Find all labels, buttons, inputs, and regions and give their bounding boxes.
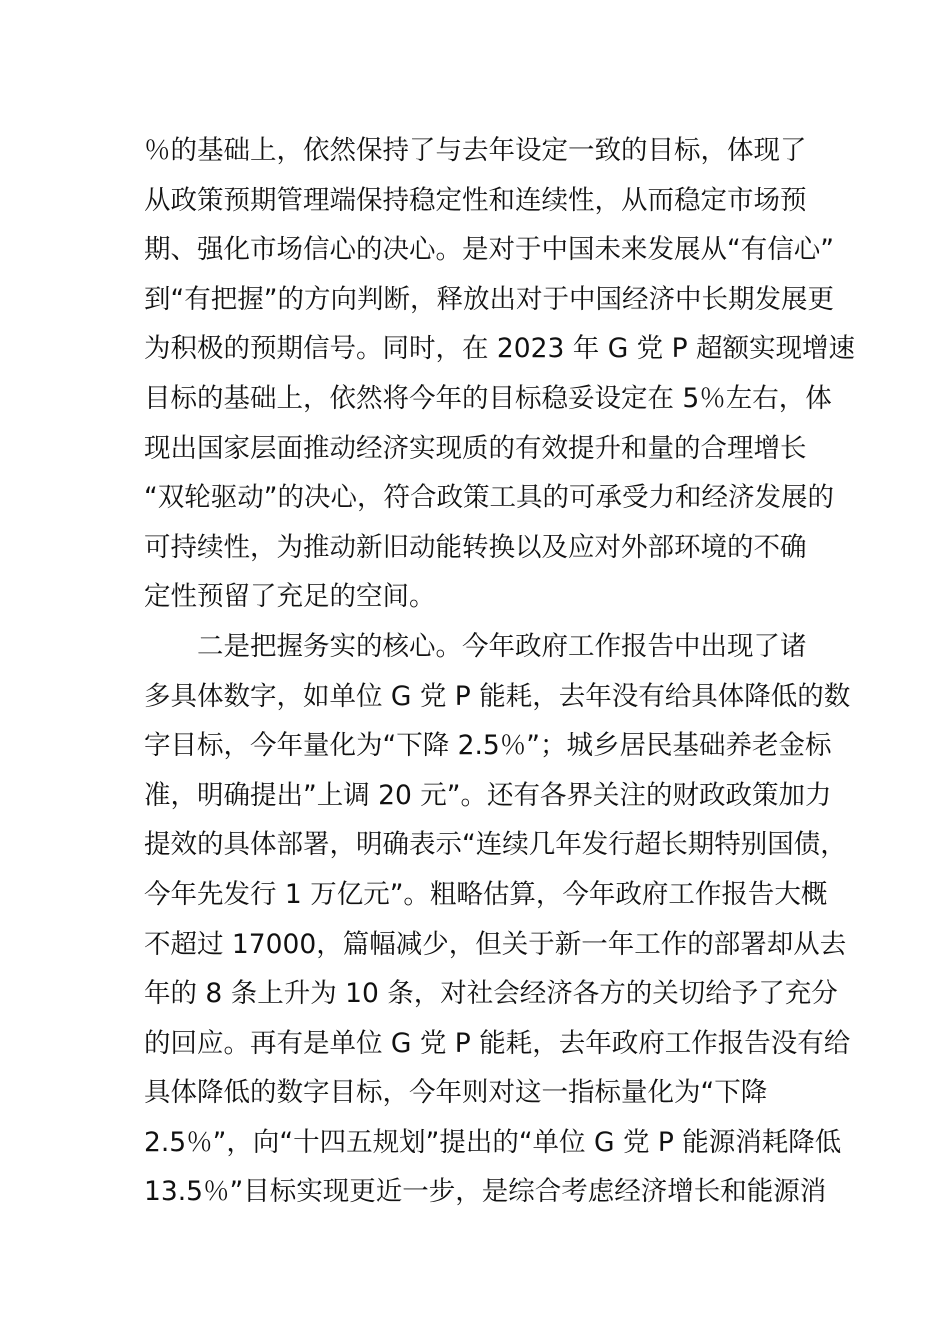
text-line: 从政策预期管理端保持稳定性和连续性，从而稳定市场预 <box>144 184 807 216</box>
text-line: 可持续性，为推动新旧动能转换以及应对外部环境的不确 <box>144 531 807 563</box>
text-line: 字目标，今年量化为“下降 2.5％”；城乡居民基础养老金标 <box>144 730 832 762</box>
text-line: 现出国家层面推动经济实现质的有效提升和量的合理增长 <box>144 432 807 464</box>
text-line: “双轮驱动”的决心，符合政策工具的可承受力和经济发展的 <box>144 482 834 514</box>
text-line: 不超过 17000，篇幅减少，但关于新一年工作的部署却从去 <box>144 928 847 960</box>
paragraph-start-line: 二是把握务实的核心。今年政府工作报告中出现了诸 <box>197 630 807 662</box>
text-line: 今年先发行 1 万亿元”。粗略估算，今年政府工作报告大概 <box>144 878 828 910</box>
text-line: 2.5％”，向“十四五规划”提出的“单位 G 党 P 能源消耗降低 <box>144 1126 842 1158</box>
text-line: 为积极的预期信号。同时，在 2023 年 G 党 P 超额实现增速 <box>144 333 855 365</box>
text-line: 13.5％”目标实现更近一步，是综合考虑经济增长和能源消 <box>144 1176 827 1208</box>
text-line: 定性预留了充足的空间。 <box>144 581 436 613</box>
text-line: 多具体数字，如单位 G 党 P 能耗，去年没有给具体降低的数 <box>144 680 851 712</box>
text-line: 具体降低的数字目标，今年则对这一指标量化为“下降 <box>144 1077 768 1109</box>
text-line: 准，明确提出”上调 20 元”。还有各界关注的财政政策加力 <box>144 779 832 811</box>
text-line: 目标的基础上，依然将今年的目标稳妥设定在 5％左右，体 <box>144 382 832 414</box>
text-line: 年的 8 条上升为 10 条，对社会经济各方的关切给予了充分 <box>144 978 838 1010</box>
body-text <box>144 126 855 1217</box>
text-line: 到“有把握”的方向判断，释放出对于中国经济中长期发展更 <box>144 283 834 315</box>
text-line: 的回应。再有是单位 G 党 P 能耗，去年政府工作报告没有给 <box>144 1027 851 1059</box>
text-line: 期、强化市场信心的决心。是对于中国未来发展从“有信心” <box>144 234 834 266</box>
text-line: 提效的具体部署，明确表示“连续几年发行超长期特别国债， <box>144 829 847 861</box>
text-line: ％的基础上，依然保持了与去年设定一致的目标，体现了 <box>144 135 807 166</box>
